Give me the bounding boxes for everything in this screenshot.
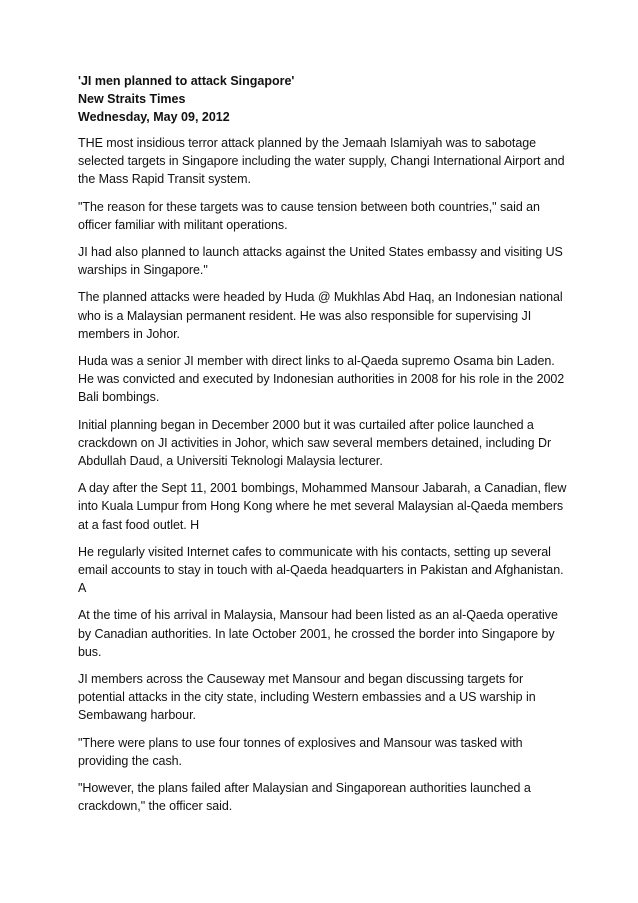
headline: 'JI men planned to attack Singapore' — [78, 74, 295, 88]
article-header — [78, 72, 568, 126]
paragraph: A day after the Sept 11, 2001 bombings, Mohammed Mansour Jabarah, a Canadian, flew into Kuala Lumpur from Hong Kong where he met several Malaysian al-Qaeda members at a fast food outlet. H — [78, 481, 567, 532]
publication-date: Wednesday, May 09, 2012 — [78, 110, 230, 124]
paragraph: JI had also planned to launch attacks against the United States embassy and visiting US warships in Singapore." — [78, 245, 563, 278]
paragraph: JI members across the Causeway met Mansour and began discussing targets for potential attacks in the city state, including Western embassies and a US warship in Sembawang harbour. — [78, 672, 536, 723]
article — [78, 72, 568, 816]
paragraph: Huda was a senior JI member with direct links to al-Qaeda supremo Osama bin Laden. He was convicted and executed by Indonesian authorities in 2008 for his role in the 2002 Bali bombings. — [78, 354, 565, 405]
article-body — [78, 134, 568, 816]
paragraph: "The reason for these targets was to cause tension between both countries," said an officer familiar with militant operations. — [78, 199, 540, 232]
paragraph: THE most insidious terror attack planned by the Jemaah Islamiyah was to sabotage selected targets in Singapore including the water supply, Changi International Airport and the Mass Rapid Transit system. — [78, 136, 565, 187]
source-name: New Straits Times — [78, 92, 186, 106]
paragraph: The planned attacks were headed by Huda @ Mukhlas Abd Haq, an Indonesian national who is a Malaysian permanent resident. He was also responsible for supervising JI members in Johor. — [78, 290, 563, 341]
paragraph: "There were plans to use four tonnes of explosives and Mansour was tasked with providing the cash. — [78, 735, 523, 768]
paragraph: "However, the plans failed after Malaysian and Singaporean authorities launched a crackdown," the officer said. — [78, 781, 531, 814]
paragraph: At the time of his arrival in Malaysia, Mansour had been listed as an al-Qaeda operative by Canadian authorities. In late October 2001, he crossed the border into Singapore by bus. — [78, 608, 558, 659]
paragraph: He regularly visited Internet cafes to communicate with his contacts, setting up several email accounts to stay in touch with al-Qaeda headquarters in Pakistan and Afghanistan. A — [78, 544, 564, 596]
paragraph: Initial planning began in December 2000 but it was curtailed after police launched a crackdown on JI activities in Johor, which saw several members detained, including Dr Abdullah Daud, a Universiti Teknologi Malaysia lecturer. — [78, 417, 552, 469]
